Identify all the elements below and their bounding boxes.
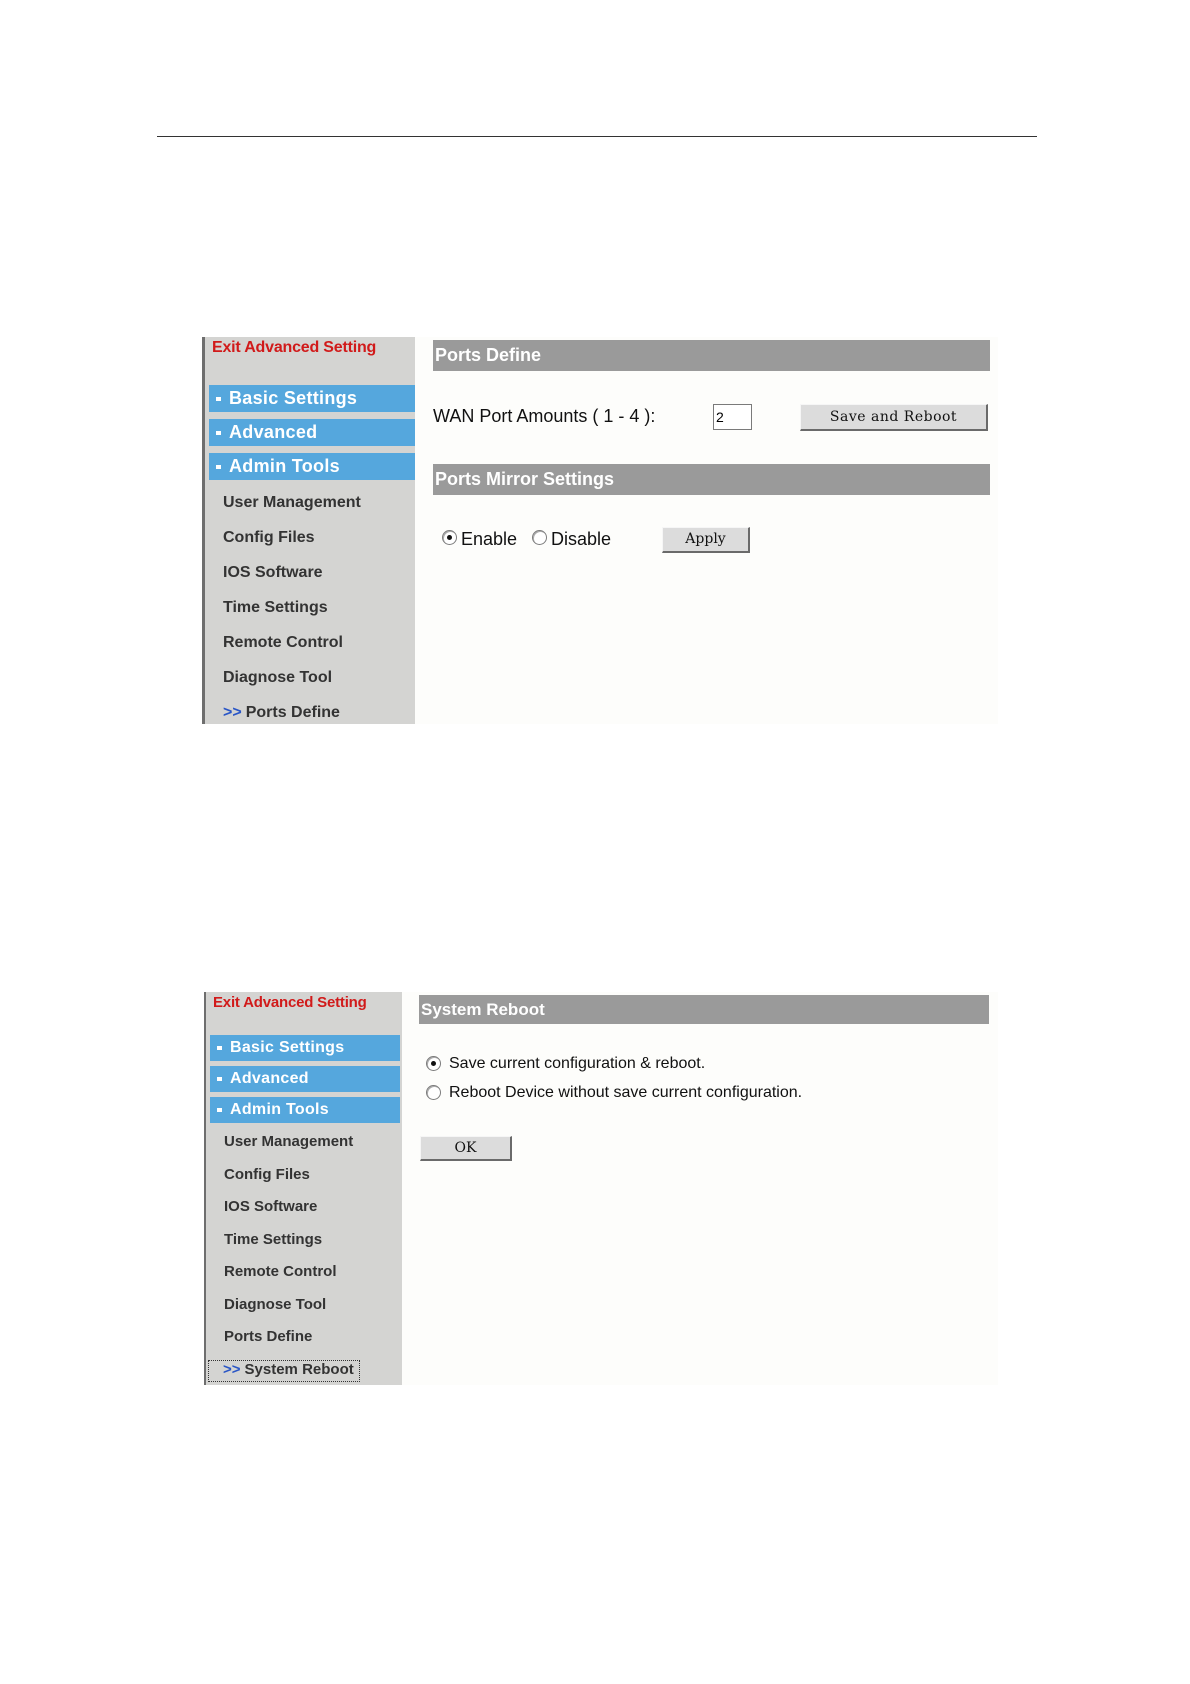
- sidebar-category-admin-tools[interactable]: [209, 453, 415, 480]
- mirror-disable-label: Disable: [551, 529, 612, 549]
- sidebar-item-config-files[interactable]: Config Files: [223, 529, 315, 546]
- sidebar-item-time-settings[interactable]: Time Settings: [224, 1231, 323, 1248]
- bullet-icon: [217, 1046, 222, 1050]
- sidebar-item-ios-software[interactable]: IOS Software: [223, 564, 323, 581]
- sidebar-category-label: Basic Settings: [230, 1039, 345, 1056]
- sidebar-item-diagnose-tool[interactable]: Diagnose Tool: [223, 669, 333, 686]
- sidebar-item-remote-control[interactable]: Remote Control: [224, 1263, 337, 1280]
- sidebar-item-label: System Reboot: [244, 1361, 354, 1378]
- sidebar-category-label: Advanced: [230, 1070, 309, 1087]
- bullet-icon: [216, 397, 221, 401]
- sidebar-item-remote-control[interactable]: Remote Control: [223, 634, 343, 651]
- reboot-without-save-radio[interactable]: [426, 1085, 441, 1100]
- current-page-marker: >>: [223, 704, 242, 721]
- sidebar-item-config-files[interactable]: Config Files: [224, 1166, 310, 1183]
- sidebar-category-label: Admin Tools: [229, 456, 340, 476]
- mirror-disable-radio[interactable]: [532, 530, 547, 545]
- sidebar-category-advanced[interactable]: [210, 1066, 400, 1092]
- section-title-ports-define: Ports Define: [433, 340, 990, 371]
- system-reboot-screen: [204, 992, 998, 1385]
- ports-define-screen: [202, 337, 998, 724]
- sidebar-item-diagnose-tool[interactable]: Diagnose Tool: [224, 1296, 327, 1313]
- current-page-marker: >>: [223, 1361, 241, 1378]
- save-config-reboot-radio[interactable]: [426, 1056, 441, 1071]
- save-and-reboot-button[interactable]: Save and Reboot: [800, 404, 988, 431]
- sidebar: [204, 992, 402, 1385]
- sidebar-item-user-management[interactable]: User Management: [224, 1133, 354, 1150]
- wan-port-amounts-input[interactable]: [713, 404, 752, 430]
- sidebar-category-admin-tools[interactable]: [210, 1097, 400, 1123]
- section-title-system-reboot: System Reboot: [419, 995, 989, 1024]
- sidebar-item-label: Ports Define: [245, 704, 340, 721]
- reboot-without-save-label: Reboot Device without save current configuration.: [449, 1084, 803, 1101]
- sidebar-item-ios-software[interactable]: IOS Software: [224, 1198, 318, 1215]
- sidebar-category-basic-settings[interactable]: [210, 1035, 400, 1061]
- section-title-ports-mirror-settings: Ports Mirror Settings: [433, 464, 990, 495]
- mirror-enable-radio[interactable]: [442, 530, 457, 545]
- sidebar-category-advanced[interactable]: [209, 419, 415, 446]
- exit-advanced-setting-link[interactable]: Exit Advanced Setting: [213, 994, 367, 1011]
- sidebar-category-label: Basic Settings: [229, 388, 358, 408]
- apply-button[interactable]: Apply: [662, 527, 750, 553]
- bullet-icon: [217, 1077, 222, 1081]
- sidebar-item-time-settings[interactable]: Time Settings: [223, 599, 328, 616]
- sidebar-item-system-reboot[interactable]: [208, 1360, 360, 1382]
- page-top-rule: [157, 136, 1037, 137]
- sidebar-category-label: Admin Tools: [230, 1101, 329, 1118]
- bullet-icon: [217, 1108, 222, 1112]
- mirror-enable-label: Enable: [461, 529, 518, 549]
- sidebar-item-ports-define[interactable]: Ports Define: [224, 1328, 313, 1345]
- save-config-reboot-label: Save current configuration & reboot.: [449, 1055, 706, 1072]
- sidebar-category-basic-settings[interactable]: [209, 385, 415, 412]
- sidebar-item-user-management[interactable]: User Management: [223, 494, 361, 511]
- sidebar-category-label: Advanced: [229, 422, 318, 442]
- wan-port-amounts-label: WAN Port Amounts ( 1 - 4 ):: [433, 406, 656, 426]
- bullet-icon: [216, 465, 221, 469]
- exit-advanced-setting-link[interactable]: Exit Advanced Setting: [212, 339, 377, 356]
- sidebar-item-ports-define[interactable]: [223, 704, 340, 722]
- sidebar: [202, 337, 415, 724]
- bullet-icon: [216, 431, 221, 435]
- ok-button[interactable]: OK: [420, 1136, 512, 1161]
